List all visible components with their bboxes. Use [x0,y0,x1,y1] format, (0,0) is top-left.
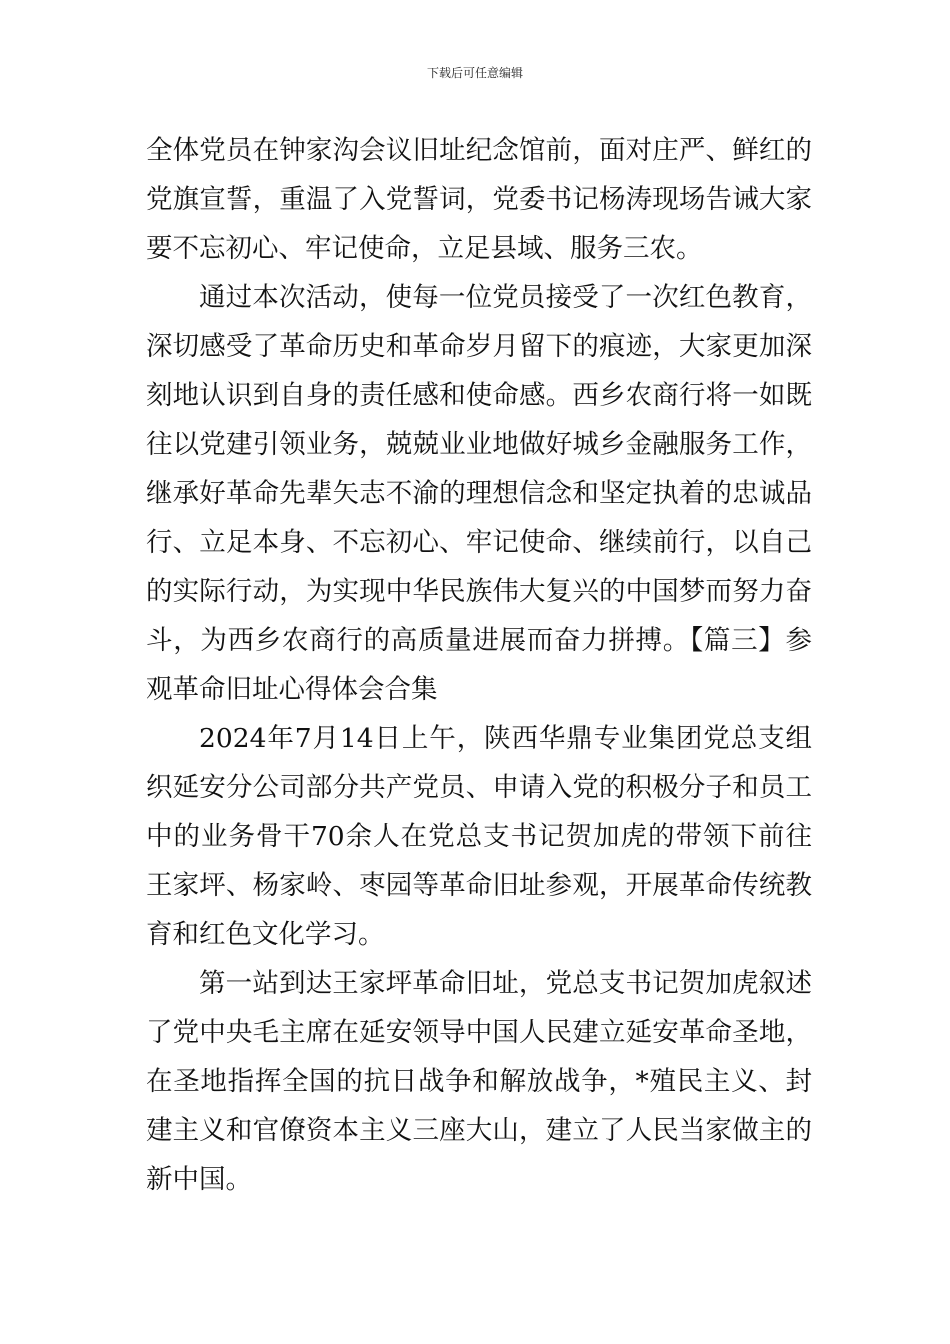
paragraph-3: 2024年7月14日上午，陕西华鼎专业集团党总支组织延安分公司部分共产党员、申请入党的积极分子和员工中的业务骨干70余人在党总支书记贺加虎的带领下前往王家坪、杨家岭、枣园等革命旧址参观，开展革命传统教育和红色文化学习。 [146,723,812,950]
document-body [146,126,812,1204]
page-header-note: 下载后可任意编辑 [426,66,523,80]
paragraph-2: 通过本次活动，使每一位党员接受了一次红色教育，深切感受了革命历史和革命岁月留下的痕迹，大家更加深刻地认识到自身的责任感和使命感。西乡农商行将一如既往以党建引领业务，兢兢业业地做好城乡金融服务工作，继承好革命先辈矢志不渝的理想信念和坚定执着的忠诚品行、立足本身、不忘初心、牢记使命、继续前行，以自己的实际行动，为实现中华民族伟大复兴的中国梦而努力奋斗，为西乡农商行的高质量进展而奋力拼搏。【篇三】参观革命旧址心得体会合集 [146,282,812,705]
paragraph-1: 全体党员在钟家沟会议旧址纪念馆前，面对庄严、鲜红的党旗宣誓，重温了入党誓词，党委书记杨涛现场告诫大家要不忘初心、牢记使命，立足县域、服务三农。 [146,135,812,264]
paragraph-4: 第一站到达王家坪革命旧址，党总支书记贺加虎叙述了党中央毛主席在延安领导中国人民建立延安革命圣地，在圣地指挥全国的抗日战争和解放战争，*殖民主义、封建主义和官僚资本主义三座大山，建立了人民当家做主的新中国。 [146,968,812,1195]
